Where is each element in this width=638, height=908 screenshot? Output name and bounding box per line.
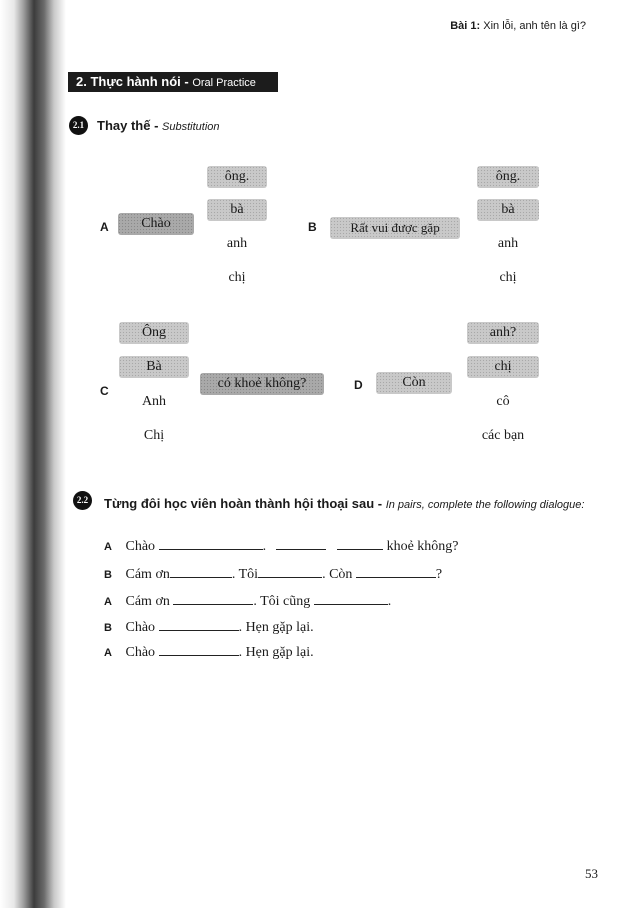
exercise-number-badge: 2.2 [73,491,92,510]
exercise-instruction-vi: Từng đôi học viên hoàn thành hội thoại sau - [104,496,386,511]
phrase-box-co-khoe-khong: có khoẻ không? [200,373,324,395]
group-letter-d: D [354,378,363,392]
option-word: chị [228,270,246,285]
exercise-title [97,118,220,133]
answer-blank[interactable] [337,537,383,550]
option-word: anh [497,236,519,251]
option-box: ông. [207,166,267,188]
dialogue-text: . Tôi [231,567,259,582]
section-title: 2. Thực hành nói - [76,74,193,89]
option-box: anh? [467,322,539,344]
exercise-instruction [104,493,594,516]
answer-blank[interactable] [159,618,239,631]
group-letter-c: C [100,384,109,398]
speaker-label: B [104,569,112,581]
lesson-title: Xin lỗi, anh tên là gì? [483,20,586,32]
option-box: chị [467,356,539,378]
dialogue-text: . Hẹn gặp lại. [238,620,314,635]
dialogue-line [104,565,442,583]
speaker-label: A [104,541,112,553]
phrase-box-chao: Chào [118,213,194,235]
option-word: anh [226,236,248,251]
option-box: ông. [477,166,539,188]
section-title-en: Oral Practice [192,77,256,89]
answer-blank[interactable] [356,565,436,578]
subject-word: Chị [143,428,165,443]
answer-blank[interactable] [314,592,388,605]
dialogue-text: Chào [125,539,156,554]
dialogue-text: Cám ơn [125,594,170,609]
section-title-bar [68,72,278,92]
answer-blank[interactable] [170,565,232,578]
speaker-label: A [104,647,112,659]
subject-word: Anh [141,394,167,409]
option-word: cô [496,394,510,409]
page-header [450,20,586,32]
dialogue-line [104,537,459,555]
dialogue-text: Cám ơn [125,567,170,582]
phrase-box-rat-vui: Rất vui được gặp [330,217,460,239]
group-letter-b: B [308,220,317,234]
answer-blank[interactable] [276,537,326,550]
subject-box: Ông [119,322,189,344]
exercise-title-vi: Thay thế - [97,118,163,133]
dialogue-text: . Còn [322,567,353,582]
exercise-number-badge: 2.1 [69,116,88,135]
dialogue-text: . [387,594,392,609]
answer-blank[interactable] [159,643,239,656]
dialogue-text: Chào [125,620,156,635]
dialogue-text: khoẻ không? [386,539,459,554]
lesson-number: Bài 1: [450,20,481,32]
group-letter-a: A [100,220,109,234]
option-box: bà [207,199,267,221]
dialogue-line [104,643,314,661]
option-word: chị [499,270,517,285]
dialogue-text: . Hẹn gặp lại. [238,645,314,660]
subject-box: Bà [119,356,189,378]
answer-blank[interactable] [173,592,253,605]
speaker-label: A [104,596,112,608]
dialogue-line [104,592,391,610]
phrase-box-con: Còn [376,372,452,394]
dialogue-line [104,618,314,636]
option-box: bà [477,199,539,221]
book-spine-shadow [0,0,66,908]
answer-blank[interactable] [258,565,322,578]
exercise-title-en: Substitution [162,121,220,133]
exercise-instruction-en: In pairs, complete the following dialogue: [385,499,585,511]
dialogue-text: . [262,539,267,554]
dialogue-text: Chào [125,645,156,660]
dialogue-text: ? [435,567,443,582]
dialogue-text: . Tôi cũng [253,594,311,609]
speaker-label: B [104,622,112,634]
answer-blank[interactable] [159,537,263,550]
page-number: 53 [585,866,598,881]
option-word: các bạn [481,428,525,443]
